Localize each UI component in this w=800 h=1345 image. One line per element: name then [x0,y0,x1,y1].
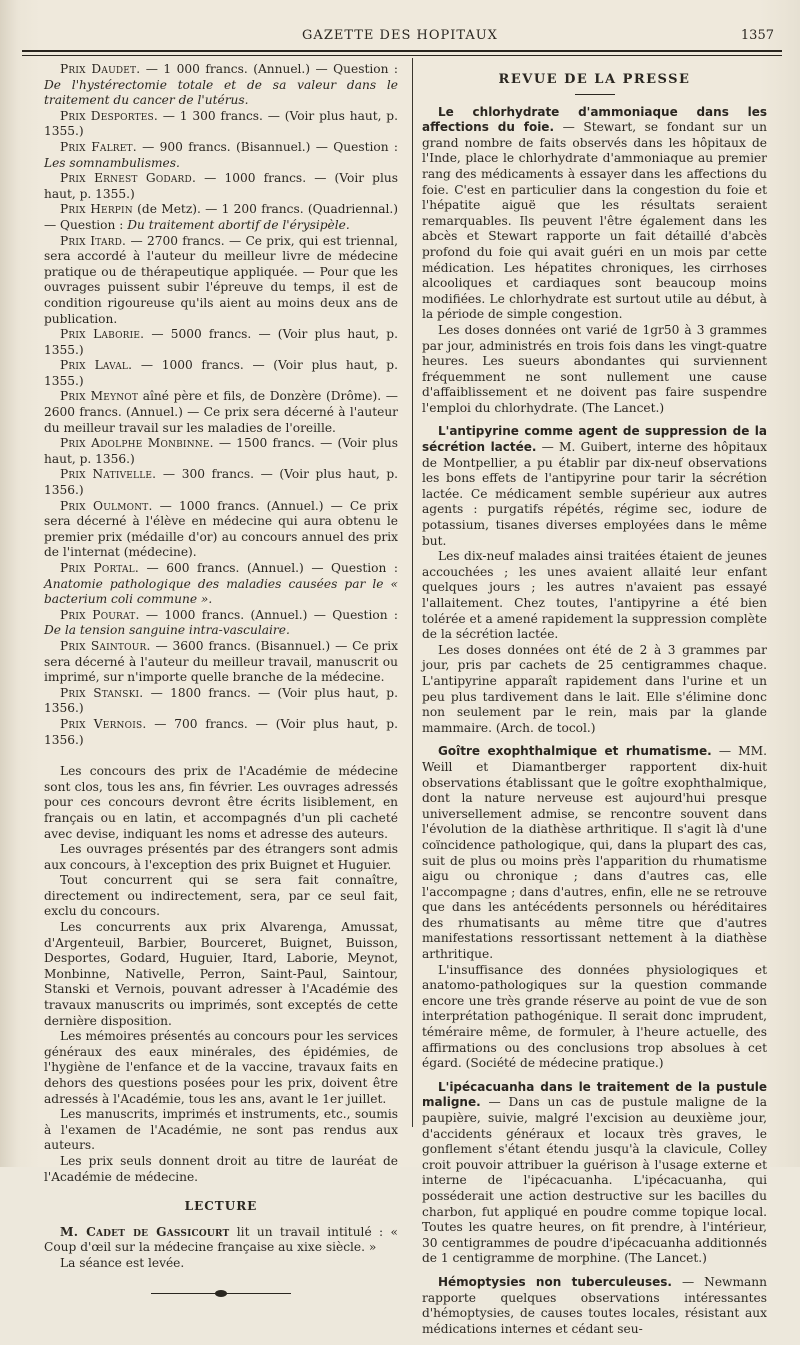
prize-name: Prix Meynot [60,389,139,404]
lecture-heading: LECTURE [184,1199,258,1214]
rules-paragraph: Les manuscrits, imprimés et instruments, etc., soumis à l'examen de l'Académie, ne sont pas rendus aux auteurs. [44,1107,398,1153]
prize-name: Prix Vernois. [60,716,147,731]
page-number: 1357 [740,28,774,43]
prize-text: (de Metz). — 1 200 francs. (Quadriennal.) — Question : [44,202,398,232]
prize-text: aîné père et fils, de Donzère (Drôme). — 2600 francs. (Annuel.) — Ce prix sera décerné à l'auteur du meilleur travail sur les maladies de l'oreille. [44,389,398,435]
right-column [422,62,767,1345]
article-body: — MM. Weill et Diamantberger rapportent dix-huit observations établissant que le goître exophthalmique, dont la nature nerveuse est aujourd'hui presque universellement admise, se rencontre souvent dans l'évolution de la diathèse arthritique. Il s'agit là d'une coïncidence pathologique, qui, dans la plupart des cas, suit de plus ou moins près l'apparition du rhumatisme aigu ou chronique ; dans d'autres cas, elle l'accompagne ; dans d'autres, enfin, elle ne se retrouve que dans les antécédents personnels ou héréditaires des rhumatisants au même titre que d'autres manifestations ressortissant nettement à la diathèse arthritique. [422,744,767,962]
section-title: REVUE DE LA PRESSE [498,72,691,87]
prize-text: — 600 francs. (Annuel.) — Question : [138,561,398,575]
prize-question: Du traitement abortif de l'érysipèle. [127,217,350,232]
prize-item [44,358,398,389]
rules-paragraph: Les mémoires présentés au concours pour les services généraux des eaux minérales, des épidémies, de l'hygiène de l'enfance et de la vaccine, travaux faits en dehors des questions posées pour les prix, doivent être adressés à l'Académie, tous les ans, avant le 1er juillet. [44,1029,398,1106]
prize-item [44,639,398,686]
prize-item [44,499,398,561]
article-paragraph [422,744,767,962]
press-article [422,424,767,736]
article-paragraph: Les doses données ont été de 2 à 3 grammes par jour, pris par cachets de 25 centigrammes chaque. L'antipyrine apparaît rapidement dans l'urine et un peu plus tardivement dans le lait. Elle s'élimine donc non seulement par le rein, mais par la glande mammaire. (Arch. de tocol.) [422,642,767,735]
prize-name: Prix Falret. [60,139,137,154]
left-column [44,62,398,1298]
rules-paragraph: Les concours des prix de l'Académie de médecine sont clos, tous les ans, fin février. Les ouvrages adressés pour ces concours devront être écrits lisiblement, en français ou en latin, et accompagnés d'un pli cacheté avec devise, indiquant les noms et adresse des auteurs. [44,764,398,841]
prize-text: — 300 francs. — (Voir plus haut, p. 1356.) [44,467,399,498]
article-body: — Newmann rapporte quelques observations intéressantes d'hémoptysies, de causes toutes locales, résistant aux médications internes et cédant seu- [422,1274,767,1336]
prize-item [44,686,398,717]
article-headline: Hémoptysies non tuberculeuses. [438,1274,672,1289]
prize-item [44,171,398,202]
article-body: — Dans un cas de pustule maligne de la paupière, suivie, malgré l'excision au deuxième jour, d'accidents généraux et locaux très graves, le gonflement s'étant étendu jusqu'à la clavicule, Colley croit pouvoir attribuer la guérison à l'usage externe et interne de l'ipécacuanha. L'ipécacuanha, qui posséderait une action destructive sur les bacilles du charbon, fut appliqué en poudre comme topique local. Toutes les quatre heures, on fit prendre, à l'intérieur, 30 centigrammes de poudre d'ipécacuanha additionnés de 1 centigramme de morphine. (The Lancet.) [422,1095,767,1266]
prize-text: — 5000 francs. — (Voir plus haut, p. 1355.) [44,327,398,357]
rules-paragraph: Les concurrents aux prix Alvarenga, Amussat, d'Argenteuil, Barbier, Bourceret, Buignet, Buisson, Desportes, Godard, Huguier, Itard, Laborie, Meynot, Monbinne, Nativelle, Perron, Saint-Paul, Saintour, Stanski et Vernois, pouvant adresser à l'Académie des travaux manuscrits ou imprimés, sont exceptés de cette dernière disposition. [44,920,398,1028]
section-rule [575,94,615,95]
column-divider [412,58,413,1127]
prize-name: Prix Nativelle. [60,467,157,482]
prize-question: Anatomie pathologique des maladies causées par le « bacterium coli commune ». [44,576,398,607]
prize-text: — 1 300 francs. — (Voir plus haut, p. 1355.) [44,108,398,139]
rules-paragraph: Les prix seuls donnent droit au titre de lauréat de l'Académie de médecine. [44,1153,398,1184]
prize-name: Prix Pourat. [60,607,140,622]
article-headline: L'ipécacuanha dans le traitement de la pustule maligne. [422,1079,767,1110]
prize-name: Prix Daudet. [60,62,141,76]
prize-item [44,717,398,748]
press-article [422,744,767,1071]
article-headline: Goître exophthalmique et rhumatisme. [438,744,712,759]
prize-text: — 2700 francs. — Ce prix, qui est triennal, sera accordé à l'auteur du meilleur livre de médecine pratique ou de thérapeutique appliquée. — Pour que les ouvrages puissent subir l'épreuve du temps, il est de condition rigoureuse qu'ils aient au moins deux ans de publication. [44,233,398,326]
prize-name: Prix Adolphe Monbinne. [60,436,214,451]
article-paragraph: Les doses données ont varié de 1gr50 à 3 grammes par jour, administrés en trois fois dans les vingt-quatre heures. Les sueurs abondantes qui surviennent fréquemment ne sont nullement une cause d'affaiblissement et ne doivent pas faire suspendre l'emploi du chlorhydrate. (The Lancet.) [422,322,767,415]
prize-name: Prix Laval. [60,358,133,373]
closing-line: La séance est levée. [60,1255,185,1270]
prize-question: Les somnambulismes. [44,155,180,170]
prize-text: — 1000 francs. — (Voir plus haut, p. 1355.) [44,358,398,388]
rules-paragraph: Tout concurrent qui se sera fait connaître, directement ou indirectement, sera, par ce seul fait, exclu du concours. [44,873,398,919]
article-paragraph: L'insuffisance des données physiologiques et anatomo-pathologiques sur la question commande encore une très grande réserve au point de vue de son interprétation pathogénique. Il serait donc imprudent, téméraire même, de formuler, à l'heure actuelle, des affirmations ou des conclusions trop absolues à cet égard. (Société de médecine pratique.) [422,962,767,1071]
article-headline: Le chlorhydrate d'ammoniaque dans les affections du foie. [422,104,767,135]
prize-item [44,327,398,358]
header-rule-thick [22,50,782,52]
article-paragraph [422,1275,767,1337]
prize-item [44,608,398,639]
article-headline: L'antipyrine comme agent de suppression de la sécrétion lactée. [422,424,767,455]
end-ornament [151,1290,291,1298]
prize-text: — 1000 francs. (Annuel.) — Ce prix sera décerné à l'élève en médecine qui aura obtenu le premier prix (médaille d'or) au concours annuel des prix de l'internat (médecine). [44,498,398,560]
prize-item [44,62,398,109]
lecture-paragraph [44,1225,398,1256]
article-paragraph [422,1080,767,1267]
prize-name: Prix Saintour. [60,638,151,653]
prize-name: Prix Itard. [60,233,127,248]
rules-paragraph: Les ouvrages présentés par des étrangers sont admis aux concours, à l'exception des prix Buignet et Huguier. [44,842,398,872]
page-header [20,28,780,50]
prize-text: — 900 francs. (Bisannuel.) — Question : [136,139,398,154]
prize-text: — 3600 francs. (Bisannuel.) — Ce prix sera décerné à l'auteur du meilleur travail, manuscrit ou imprimé, sur n'importe quelle branche de la médecine. [44,638,398,685]
prize-item [44,436,398,467]
prize-text: — 1500 francs. — (Voir plus haut, p. 1356.) [44,436,398,466]
article-paragraph [422,105,767,323]
prize-name: Prix Herpin [60,202,133,217]
lecture-lead: M. Cadet de Gassicourt [60,1224,230,1239]
prize-question: De la tension sanguine intra-vasculaire. [44,623,290,638]
article-paragraph: Les dix-neuf malades ainsi traitées étaient de jeunes accouchées ; les unes avaient allaité leur enfant quelques jours ; les autres n'avaient pas essayé l'allaitement. Chez toutes, l'antipyrine a été bien tolérée et a amené rapidement la suppression complète de la sécrétion lactée. [422,549,767,642]
prize-name: Prix Oulmont. [60,498,153,513]
lecture-text: lit un travail intitulé : « Coup d'œil sur la médecine française au xixe siècle. » [44,1224,398,1255]
prize-item [44,109,398,140]
prize-name: Prix Laborie. [60,327,145,342]
journal-title: GAZETTE DES HOPITAUX [302,28,498,43]
prize-text: — 1 000 francs. (Annuel.) — Question : [140,62,399,76]
article-body: — M. Guibert, interne des hôpitaux de Montpellier, a pu établir par dix-neuf observations les bons effets de l'antipyrine pour tarir la sécrétion lactée. Ce médicament semble supérieur aux autres agents : purgatifs répétés, régime sec, iodure de potassium, tisanes diverses employées dans le même but. [422,440,767,548]
prize-item [44,467,398,498]
prize-question: De l'hystérectomie totale et de sa valeur dans le traitement du cancer de l'utérus. [44,77,398,108]
prize-name: Prix Ernest Godard. [60,171,197,186]
prize-list [44,62,398,748]
article-body: — Stewart, se fondant sur un grand nombre de faits observés dans les hôpitaux de l'Inde, place le chlorhydrate d'ammoniaque au premier rang des médicaments à essayer dans les affections du foie. C'est en particulier dans la congestion du foie et l'hépatite aiguë que les résultats seraient remarquables. Ils peuvent l'être également dans les abcès et Stewart rapporte un fait détaillé d'abcès profond du foie qui avait guéri en un mois par cette médication. Les hépatites chroniques, les cirrhoses alcooliques et cardiaques sont beaucoup moins modifiées. Le chlorhydrate est surtout utile au début, à la période de simple congestion. [422,120,767,322]
prize-item [44,234,398,328]
rules-paragraphs [44,764,398,1185]
prize-item [44,202,398,233]
prize-item [44,561,398,608]
prize-text: — 1000 francs. — (Voir plus haut, p. 1355.) [44,171,398,201]
press-article [422,1275,767,1337]
prize-name: Prix Stanski. [60,685,144,700]
prize-text: — 1000 francs. (Annuel.) — Question : [139,607,398,622]
prize-name: Prix Portal. [60,561,139,575]
prize-item [44,140,398,171]
prize-text: — 1800 francs. — (Voir plus haut, p. 1356.) [44,685,398,716]
prize-name: Prix Desportes. [60,108,158,123]
article-paragraph [422,424,767,549]
article-list [422,105,767,1338]
prize-item [44,389,398,436]
press-article [422,105,767,417]
press-article [422,1080,767,1267]
prize-text: — 700 francs. — (Voir plus haut, p. 1356.) [44,716,398,747]
header-rule-thin [22,55,782,56]
